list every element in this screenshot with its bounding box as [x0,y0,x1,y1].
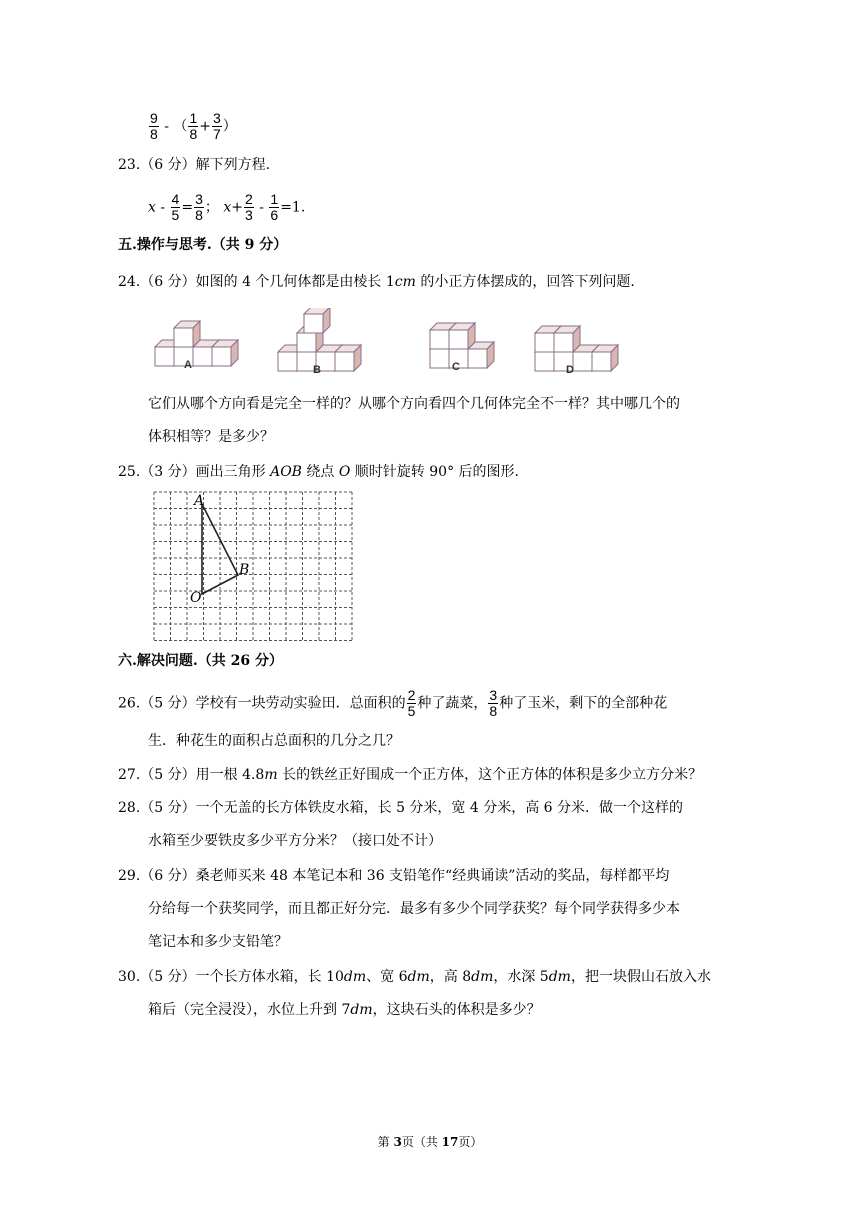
unit-cube [335,345,361,371]
q23-title: 23.（6 分）解下列方程. [118,157,271,173]
cube-group [155,308,618,371]
fraction: $\frac{2}{3}$ [244,191,253,223]
q29-line-1: 29.（6 分）桑老师买来 48 本笔记本和 36 支铅笔作“经典诵读”活动的奖品，每样都平均 [118,868,670,884]
q30-line-1: 30.（5 分）一个长方体水箱，长 10dm、宽 6dm，高 8dm，水深 5dm，把一块假山石放入水 [118,969,711,985]
q25-question: 25.（3 分）画出三角形 AOB 绕点 O 顺时针旋转 90° 后的图形. [118,464,519,480]
figure-label-c: C [452,361,460,373]
unit-cube [449,323,475,349]
figure-label-d: D [566,364,574,376]
unit-cube [592,345,618,371]
fraction: $\frac{9}{8}$ [150,110,158,142]
point-a-label: A [194,493,205,509]
q24-text-line-1: 它们从哪个方向看是完全一样的？从哪个方向看四个几何体完全不一样？其中哪几个的 [148,396,680,412]
q26-line-2: 生．种花生的面积占总面积的几分之几？ [148,733,400,749]
q26-line-1: 26.（5 分）学校有一块劳动实验田．总面积的 $\frac{2}{5}$ 种了蔬菜， $\frac{3}{8}$ 种了玉米，剩下的全部种花 [118,687,668,719]
q30-line-2: 箱后（完全浸没），水位上升到 7dm，这块石头的体积是多少？ [148,1002,541,1018]
fraction: $\frac{3}{7}$ [212,110,221,142]
figure-label-a: A [184,359,192,371]
cube-figures [150,308,620,380]
fraction: $\frac{3}{8}$ [195,191,203,223]
unit-cube [468,342,494,368]
q28-line-1: 28.（5 分）一个无盖的长方体铁皮水箱，长 5 分米，宽 4 分米，高 6 分米．做一个这样的 [118,800,684,816]
unit-cube [212,340,238,366]
q24-text-line-2: 体积相等？是多少？ [148,429,274,445]
fraction: $\frac{1}{8}$ [189,110,198,142]
q29-line-2: 分给每一个获奖同学，而且都正好分完．最多有多少个同学获奖？每个同学获得多少本 [148,901,680,917]
rotation-grid [150,488,360,648]
fraction: $\frac{4}{5}$ [171,191,180,223]
point-b-label: B [239,562,250,578]
q28-line-2: 水箱至少要铁皮多少平方分米？（接口处不计） [148,833,442,849]
grid-lines [154,492,352,641]
q22-expression: $\frac{9}{8}$ - （ $\frac{1}{8}$ + $\frac{3}{7}$ ） [150,110,237,142]
q24-question: 24.（6 分）如图的 4 个几何体都是由棱长 1cm 的小正方体摆成的，回答下列问题. [118,274,635,290]
q29-line-3: 笔记本和多少支铅笔？ [148,934,288,950]
page-footer: 第 3页（共 17页） [377,1135,483,1149]
unit-cube [554,326,580,352]
fraction: $\frac{1}{6}$ [270,191,279,223]
q23-equations: x - $\frac{4}{5}$ = $\frac{3}{8}$ ； x+ $\frac{2}{3}$ - $\frac{1}{6}$ =1. [148,191,306,223]
section-6-heading: 六.解决问题.（共 26 分） [118,653,283,669]
section-5-heading: 五.操作与思考.（共 9 分） [118,237,288,253]
figure-label-b: B [313,364,321,376]
unit-cube [304,308,330,333]
q27-question: 27.（5 分）用一根 4.8m 长的铁丝正好围成一个正方体，这个正方体的体积是多少立方分米？ [118,767,703,783]
unit-cube [174,321,200,347]
fraction: $\frac{2}{5}$ [407,687,416,719]
fraction: $\frac{3}{8}$ [489,687,498,719]
point-o-label: O [190,590,202,606]
